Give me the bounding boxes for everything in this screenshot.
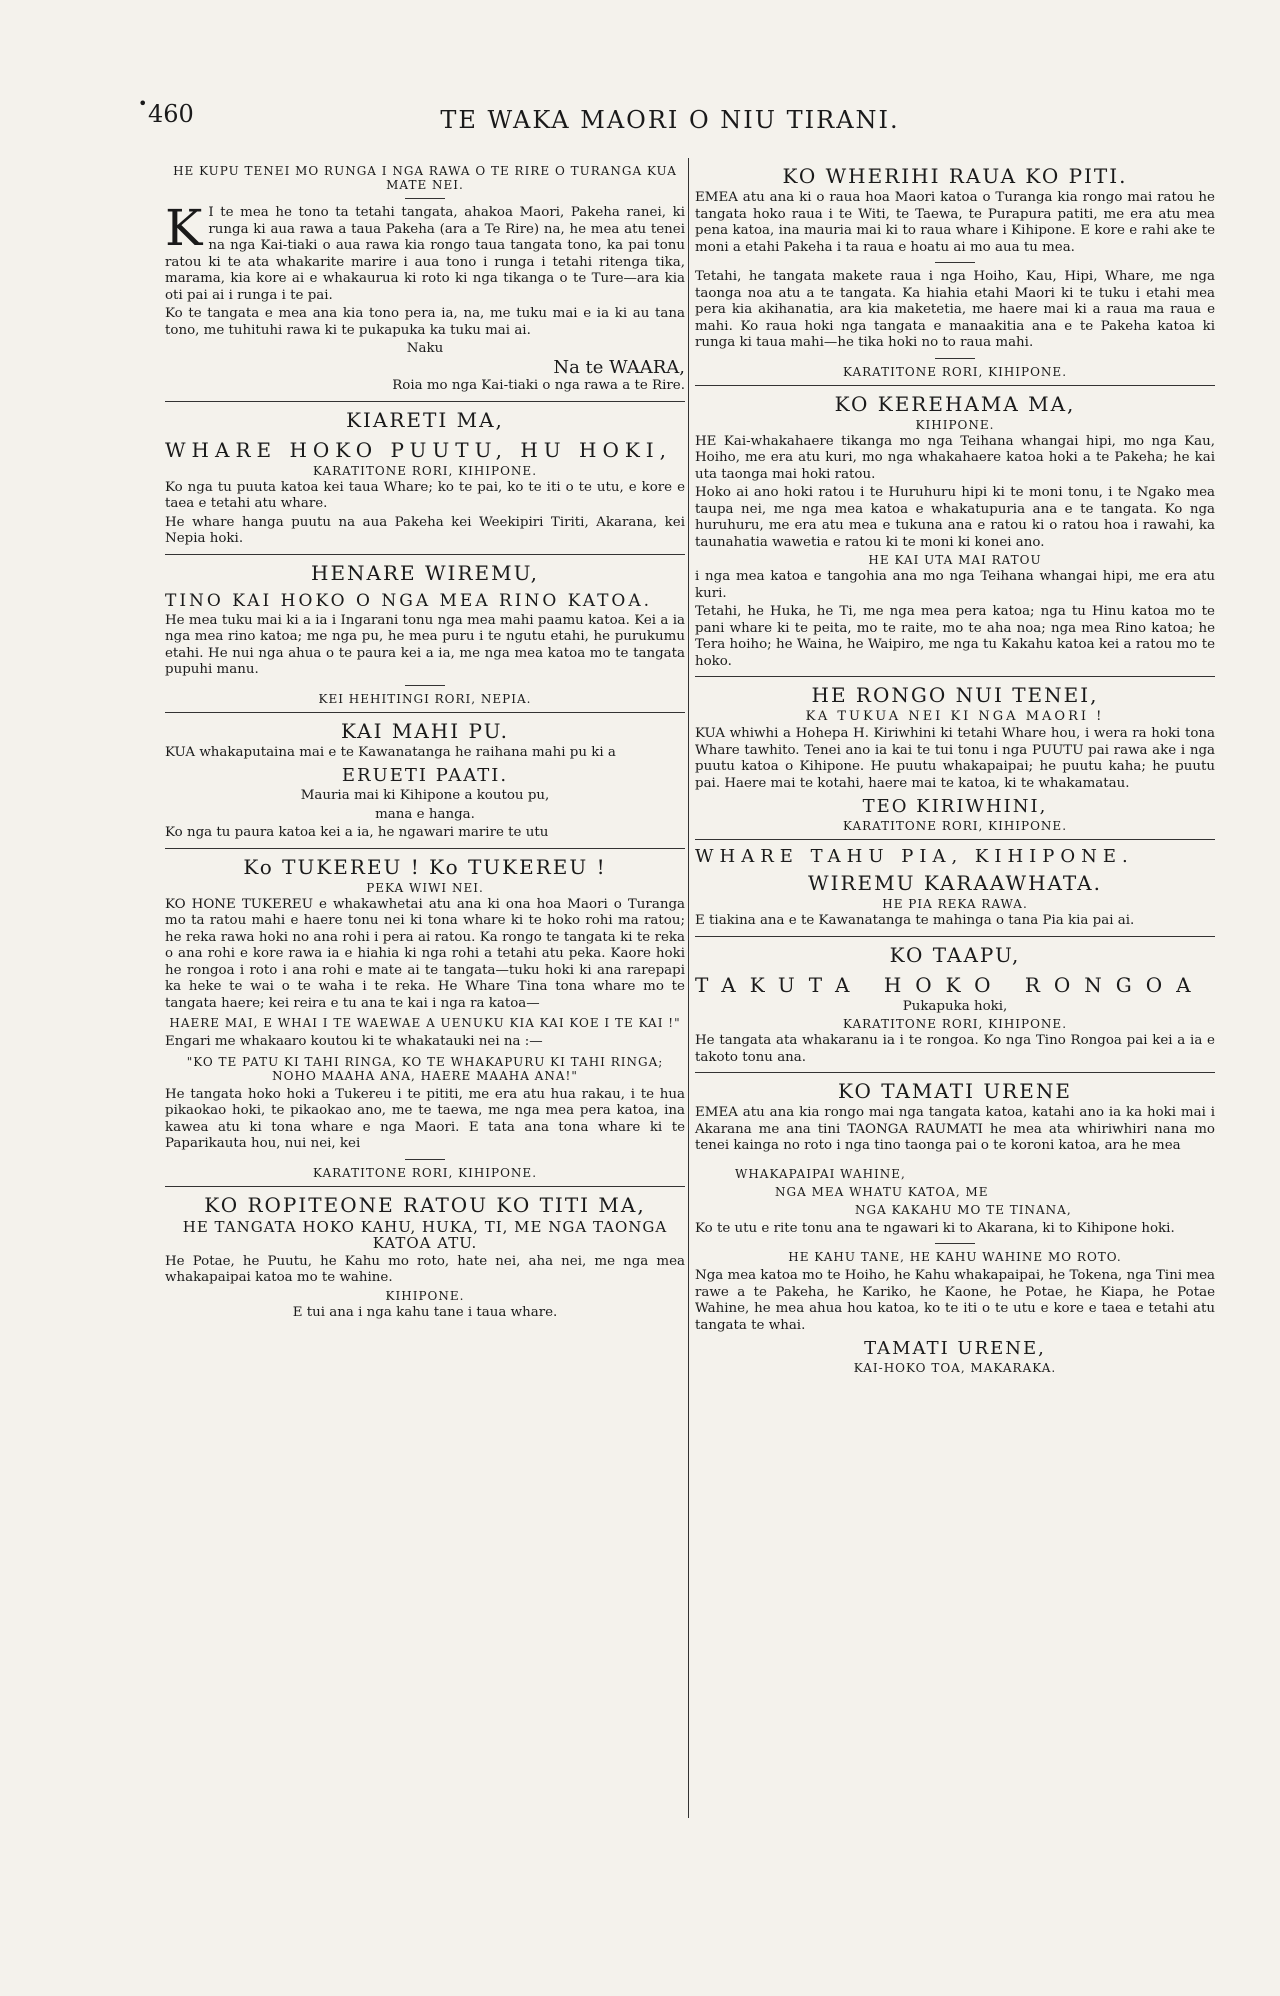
taapu-paragraph: He tangata ata whakaranu ia i te rongoa. Ko nga Tino Rongoa pai kei a ia e takoto tonu ana. xyxy=(695,1033,1215,1065)
rongo-subtitle: KA TUKUA NEI KI NGA MAORI ! xyxy=(805,709,1105,724)
tamati-title: KO TAMATI URENE xyxy=(838,1079,1072,1103)
tahu-name: WIREMU KARAAWHATA. xyxy=(808,871,1102,895)
taapu-title: KO TAAPU, xyxy=(889,942,1021,967)
kupu-paragraph-2: Ko te tangata e mea ana kia tono pera ia, na, me tuku mai e ia ki au tana tono, me tuhituhi rawa ki te pukapuka ka tuku mai ai. xyxy=(165,306,685,338)
rongo-paragraph: KUA whiwhi a Hohepa H. Kiriwhini ki tetahi Whare hou, i wera ra hoki tona Whare tawhito. Tenei ano ia kai te tui tonu i nga PUUTU pai rawa ake i nga puutu katoa o Kihipone. He puutu whakapaipai; he puutu kaha; he puutu pai. Haere mai te kotahi, haere mai te katoa, ki te whakamatau. xyxy=(695,726,1215,791)
taapu-address: KARATITONE RORI, KIHIPONE. xyxy=(842,1017,1068,1031)
kerehama-title: KO KEREHAMA MA, xyxy=(834,391,1076,416)
tamati-line-3: NGA KAKAHU MO TE TINANA, xyxy=(855,1202,1072,1217)
kerehama-paragraph-3: i nga mea katoa e tangohia ana mo nga Teihana whangai hipi, me era atu kuri. xyxy=(695,569,1215,601)
erueti-paragraph: Ko nga tu paura katoa kei a ia, he ngawari marire te utu xyxy=(165,825,549,840)
divider xyxy=(165,1186,685,1187)
kaimahi-paragraph: KUA whakaputaina mai e te Kawanatanga he raihana mahi pu ki a xyxy=(165,744,616,760)
kupu-signature-role: Roia mo nga Kai-tiaki o nga rawa a te Rire. xyxy=(392,378,685,393)
column-rule xyxy=(688,158,689,1818)
tukereu-quote-1: HAERE MAI, E WHAI I TE WAEWAE A UENUKU KIA KAI KOE I TE KAI !" xyxy=(169,1016,681,1030)
divider xyxy=(405,198,445,199)
divider xyxy=(165,712,685,713)
tahu-banner: WHARE TAHU PIA, KIHIPONE. xyxy=(695,846,1134,867)
henare-paragraph: He mea tuku mai ki a ia i Ingarani tonu nga mea mahi paamu katoa. Kei a ia nga mea rino katoa; me nga pu, he mea puru i te ngutu etahi, he purukumu etahi. He nui nga ahua o te paura kei a ia, me nga mea katoa mo te tangata pupuhi manu. xyxy=(165,612,685,677)
divider xyxy=(695,936,1215,937)
divider xyxy=(405,685,445,686)
tukereu-quote-2: "KO TE PATU KI TAHI RINGA, KO TE WHAKAPURU KI TAHI RINGA; NOHO MAAHA ANA, HAERE MAAHA ANA!" xyxy=(186,1054,664,1083)
kupu-signature: Na te WAARA, xyxy=(553,356,685,378)
tamati-paragraph-1: EMEA atu ana kia rongo mai nga tangata katoa, katahi ano ia ka hoki mai i Akarana me ana tini TAONGA RAUMATI he mea ata whiriwhiri nana mo tenei kainga no roto i nga tino taonga pai o te koroni katoa, ara he mea xyxy=(695,1105,1215,1153)
running-head: TE WAKA MAORI O NIU TIRANI. xyxy=(440,106,900,134)
kerehama-paragraph-2: Hoko ai ano hoki ratou i te Huruhuru hipi ki te moni tonu, i te Ngako mea taupa nei, me nga mea katoa e whakatupuria ana e te tangata. Ko nga huruhuru, me era atu mea e tukuna ana e ratou ki o ratou hoa i rawahi, ka taunahatia wawetia e ratou ki te moni ki konei ano. xyxy=(695,485,1215,550)
ropiteone-title: KO ROPITEONE RATOU KO TITI MA, xyxy=(204,1192,646,1217)
wherihi-paragraph-2: Tetahi, he tangata makete raua i nga Hoiho, Kau, Hipi, Whare, me nga taonga noa atu a te tangata. Ka hiahia etahi Maori ki te tuku i etahi mea pera kia akihanatia, ara kia maketetia, me haere mai ki a raua ma raua e mahi. Ko raua hoki nga tangata e manaakitia ana e te Pakeha katoa ki runga ki taua mahi—he tika hoki no to raua mahi. xyxy=(695,269,1215,350)
divider xyxy=(695,385,1215,386)
kupu-naku: Naku xyxy=(406,341,444,356)
kiareti-paragraph-1: Ko nga tu puuta katoa kei taua Whare; ko te pai, ko te iti o te utu, e kore e taea e tetahi atu whare. xyxy=(165,479,685,511)
divider xyxy=(935,1243,975,1244)
kerehama-subtitle-2: HE KAI UTA MAI RATOU xyxy=(868,553,1042,567)
tukereu-paragraph-2: Engari me whakaaro koutou ki te whakatauki nei na :— xyxy=(165,1034,543,1049)
erueti-line-1: Mauria mai ki Kihipone a koutou pu, xyxy=(300,788,550,803)
kerehama-subtitle: KIHIPONE. xyxy=(915,417,995,432)
tamati-paragraph-3: Nga mea katoa mo te Hoiho, he Kahu whakapaipai, he Tokena, nga Tini mea rawe a te Pakeha, he Kariko, he Kaone, he Potae, he Kiapa, he Potae Wahine, he mea ahua hou katoa, ko te iti o te utu e kore e taea e tetahi atu tangata te whai. xyxy=(695,1268,1215,1333)
wherihi-title: KO WHERIHI RAUA KO PITI. xyxy=(782,164,1128,188)
ropiteone-banner: HE TANGATA HOKO KAHU, HUKA, TI, ME NGA TAONGA KATOA ATU. xyxy=(182,1217,668,1252)
divider xyxy=(405,1159,445,1160)
teo-title: TEO KIRIWHINI, xyxy=(862,796,1048,817)
tamati-signature: TAMATI URENE, xyxy=(864,1338,1046,1359)
rongo-title: HE RONGO NUI TENEI, xyxy=(811,683,1099,707)
kaimahi-title: KAI MAHI PU. xyxy=(341,718,509,743)
divider xyxy=(165,401,685,402)
henare-banner: TINO KAI HOKO O NGA MEA RINO KATOA. xyxy=(165,590,653,611)
divider xyxy=(165,848,685,849)
kiareti-banner: WHARE HOKO PUUTU, HU HOKI, xyxy=(165,437,673,462)
erueti-line-2: mana e hanga. xyxy=(375,806,475,822)
taapu-subtitle: Pukapuka hoki, xyxy=(902,998,1008,1014)
divider xyxy=(935,358,975,359)
taapu-banner: TAKUTA HOKO RONGOA xyxy=(695,972,1205,997)
tahu-subtitle: HE PIA REKA RAWA. xyxy=(882,897,1028,911)
divider xyxy=(695,839,1215,840)
kiareti-paragraph-2: He whare hanga puutu na aua Pakeha kei Weekipiri Tiriti, Akarana, kei Nepia hoki. xyxy=(165,514,685,546)
kerehama-paragraph-4: Tetahi, he Huka, he Ti, me nga mea pera katoa; nga tu Hinu katoa mo te pani whare ki te peita, mo te raite, mo te aha noa; nga mea Rino katoa; he Tera hoiho; he Waina, he Waipiro, me nga tu Kakahu katoa kei a ratou mo te hoko. xyxy=(695,604,1215,669)
henare-title: HENARE WIREMU, xyxy=(311,560,539,585)
kiareti-title: KIARETI MA, xyxy=(346,407,504,432)
kerehama-paragraph-1: HE Kai-whakahaere tikanga mo nga Teihana whangai hipi, mo nga Kau, Hoiho, me era atu kuri, mo nga whakahaere katoa hoki a te Pakeha; he kai uta taonga mai hoki ratou. xyxy=(695,433,1215,482)
tukereu-subtitle: PEKA WIWI NEI. xyxy=(366,880,484,895)
wherihi-paragraph-1: EMEA atu ana ki o raua hoa Maori katoa o Turanga kia rongo mai ratou he tangata hoko raua i te Witi, te Taewa, te Purapura patiti, me era atu mea pena katoa, ina mauria mai ki to raua whare i Kihipone. E kore e rahi ake te moni a etahi Pakeha i ta raua e hoatu ai mo aua tu mea. xyxy=(695,190,1215,255)
divider xyxy=(165,554,685,555)
tamati-signature-role: KAI-HOKO TOA, MAKARAKA. xyxy=(853,1361,1057,1375)
tukereu-title: Ko TUKEREU ! Ko TUKEREU ! xyxy=(243,854,607,879)
drop-cap: K xyxy=(165,199,203,257)
divider xyxy=(935,262,975,263)
kupu-heading: HE KUPU TENEI MO RUNGA I NGA RAWA O TE RIRE O TURANGA KUA MATE NEI. xyxy=(173,164,677,192)
wherihi-address: KARATITONE RORI, KIHIPONE. xyxy=(842,364,1068,379)
tukereu-address: KARATITONE RORI, KIHIPONE. xyxy=(312,1165,538,1180)
tamati-subtitle: HE KAHU TANE, HE KAHU WAHINE MO ROTO. xyxy=(788,1250,1122,1264)
tamati-line-2: NGA MEA WHATU KATOA, ME xyxy=(775,1184,989,1199)
left-column xyxy=(165,160,685,1323)
tamati-paragraph-2: Ko te utu e rite tonu ana te ngawari ki to Akarana, ki to Kihipone hoki. xyxy=(695,1220,1175,1236)
tahu-paragraph: E tiakina ana e te Kawanatanga te mahinga o tana Pia kia pai ai. xyxy=(695,913,1135,928)
ropiteone-end: E tui ana i nga kahu tane i taua whare. xyxy=(292,1304,558,1320)
page-number: 460 xyxy=(148,100,194,128)
right-column xyxy=(695,160,1215,1377)
kupu-paragraph-1: K I te mea he tono ta tetahi tangata, ahakoa Maori, Pakeha ranei, ki runga ki aua rawa a taua Pakeha (ara a Te Rire) na, he mea atu tenei na nga Kai-tiaki o aua rawa kia rongo taua tangata tono, ka pai tonu ratou ki te ata whakarite marire i aua tono i runga i tetahi ritenga tika, marama, kia kore ai e whakaurua ki roto ki nga tikanga o te Ture—ara kia oti pai ai i runga i te pai. xyxy=(165,199,685,303)
ropiteone-address: KIHIPONE. xyxy=(385,1288,465,1303)
margin-mark: • xyxy=(138,94,148,113)
henare-address: KEI HEHITINGI RORI, NEPIA. xyxy=(318,691,532,706)
divider xyxy=(695,676,1215,677)
kiareti-address: KARATITONE RORI, KIHIPONE. xyxy=(312,463,538,478)
divider xyxy=(695,1072,1215,1073)
tamati-line-1: WHAKAPAIPAI WAHINE, xyxy=(735,1166,906,1181)
erueti-title: ERUETI PAATI. xyxy=(341,765,509,786)
ropiteone-paragraph: He Potae, he Puutu, he Kahu mo roto, hate nei, aha nei, me nga mea whakapaipai katoa mo te wahine. xyxy=(165,1253,685,1285)
tukereu-paragraph-3: He tangata hoko hoki a Tukereu i te pititi, me era atu hua rakau, i te hua pikaokao hoki, te pikaokao ano, me te taewa, me nga mea pera katoa, ina kawea atu ki tona whare e nga Maori. E tata ana tona whare ki te Paparikauta hou, nui nei, kei xyxy=(165,1086,685,1151)
tukereu-paragraph-1: KO HONE TUKEREU e whakawhetai atu ana ki ona hoa Maori o Turanga mo ta ratou mahi e haere tonu nei ki tona whare ki te hoko rohi ma ratou; he reka rawa hoki no ana rohi i pera ai ratou. Ka rongo te tangata ki te reka o ana rohi e kore rawa ia e hiahia ki nga rohi a tetahi atu peka. Kaore hoki he rongoa i roto i ana rohi e mate ai te tangata—tuku hoki ki ana rarepapi ka heke te wai o te waha i te reka. He Whare Tina tona whare mo te tangata haere; kei reira e tu ana te kai i nga ra katoa— xyxy=(165,896,685,1011)
teo-address: KARATITONE RORI, KIHIPONE. xyxy=(842,819,1068,833)
page-header xyxy=(140,100,1200,150)
